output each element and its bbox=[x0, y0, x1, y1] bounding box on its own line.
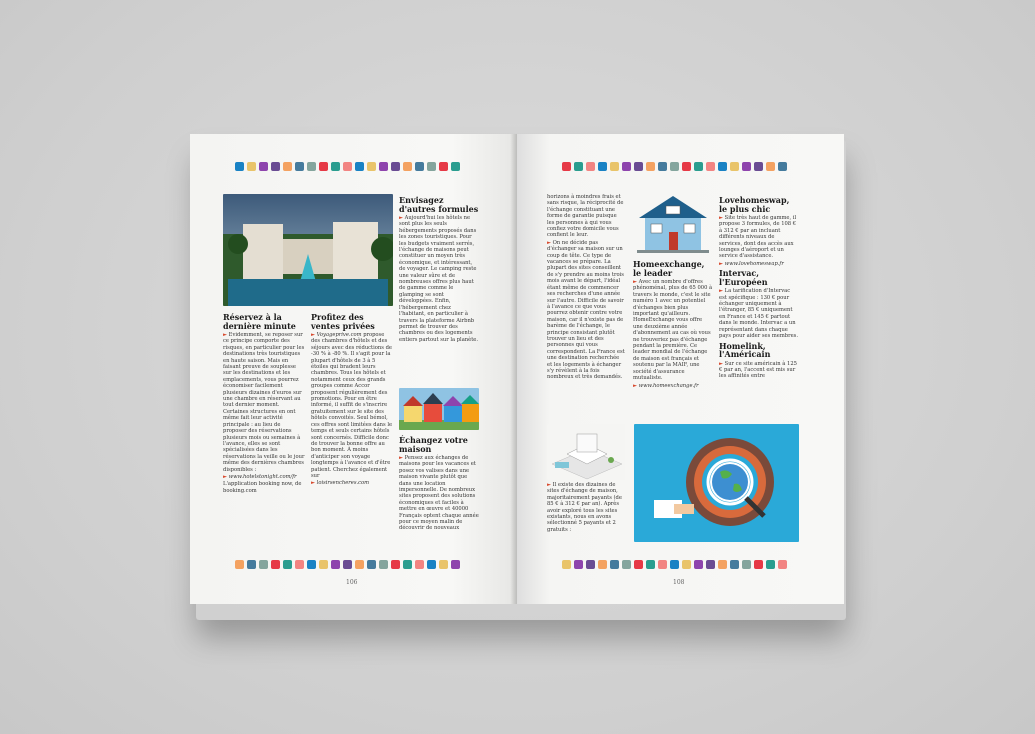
arrow-icon: ► bbox=[223, 332, 227, 338]
column-last-minute bbox=[223, 311, 305, 495]
heading-homeexchange: Homeexchange, le leader bbox=[633, 259, 705, 278]
text-exchange-home: Pensez aux échanges de maisons pour les vacances et posez vos valises dans une maison vivante plutôt que dans une location impersonnelle. De nombreux sites proposent des solutions économiques et faciles à mettre en œuvre et 40000 Français optent chaque année pour ce moyen malin de découvrir de nouveaux bbox=[399, 455, 479, 532]
divider-tile-icon bbox=[610, 162, 619, 171]
divider-tile-icon bbox=[259, 560, 268, 569]
text-private-sales: propose des chambres d'hôtels et des séjours avec des réductions de -30 % à -80 %. Il s'agit pour la plupart d'hôtels de 3 à 5 étoiles qui bradent leurs chambres. Tous les hôtels et notamment ceux des grands groupes comme Accor proposent régulièrement des promotions. Pour en être informé, il suffit de s'inscrire gratuitement sur le site des hôtels convoités. Seul bémol, ces offres sont limitées dans le temps et seuls certains hôtels sont concernés. Difficile donc de trouver la bonne offre au bon moment. À moins d'anticiper son voyage longtemps à l'avance et d'être patient. Cherchez également sur bbox=[311, 332, 393, 479]
divider-tile-icon bbox=[694, 560, 703, 569]
townhouses-illustration bbox=[399, 388, 479, 430]
divider-tile-icon bbox=[307, 560, 316, 569]
text-homelink: Sur ce site américain à 125 € par an, l'accent est mis sur les affinités entre bbox=[719, 360, 797, 380]
divider-tile-icon bbox=[391, 162, 400, 171]
column-sites bbox=[547, 482, 625, 534]
divider-tile-icon bbox=[562, 162, 571, 171]
arrow-icon: ► bbox=[311, 332, 315, 338]
text-homeexchange: Avec un nombre d'offres phénoménal, plus de 65 000 à travers le monde, c'est le site numéro 1 avec un potentiel d'échanges bien plus important qu'ailleurs. HomeExchange vous offre une deuxième année d'abonnement au cas où vous ne trouveriez pas d'échange pendant la première. Ce leader mondial de l'échange de maison est français et soutenu par la MAIF, une société d'assurance mutualiste. bbox=[633, 279, 713, 382]
divider-tile-icon bbox=[427, 162, 436, 171]
link-homeexchange[interactable]: www.homeexchange.fr bbox=[638, 382, 699, 389]
arrow-icon: ► bbox=[719, 360, 723, 367]
divider-tile-icon bbox=[622, 162, 631, 171]
heading-intervac: Intervac, l'Européen bbox=[719, 268, 768, 287]
arrow-icon: ► bbox=[547, 482, 551, 488]
arrow-icon: ► bbox=[719, 215, 723, 221]
decorative-divider-top-left bbox=[235, 162, 460, 171]
blue-house-illustration bbox=[633, 192, 713, 256]
divider-tile-icon bbox=[742, 162, 751, 171]
divider-tile-icon bbox=[634, 560, 643, 569]
divider-tile-icon bbox=[766, 560, 775, 569]
left-page bbox=[190, 134, 517, 604]
text-horizons: horizons à moindres frais et sans risque, la réciprocité de l'échange constituant une forme de garantie puisque les personnes à qui vous confiez votre domicile vous confient le leur. bbox=[547, 194, 624, 239]
divider-tile-icon bbox=[439, 162, 448, 171]
column-exchange-home bbox=[399, 434, 479, 533]
divider-tile-icon bbox=[283, 162, 292, 171]
divider-tile-icon bbox=[670, 162, 679, 171]
divider-tile-icon bbox=[439, 560, 448, 569]
text-other-formulas: Aujourd'hui les hôtels ne sont plus les seuls hébergements proposés dans les zones touristiques. Pour les budgets vraiment serrés, l'échange de maisons peut constituer un moyen très économique, et intéressant, de voyager. Le camping reste une valeur sûre et de nombreuses offres plus haut de gamme comme le glamping se sont développées. Enfin, l'hébergement chez l'habitant, en particulier à travers la plateforme Airbnb permet de trouver des chambres ou des logements entiers partout sur la planète. bbox=[399, 215, 479, 343]
heading-other-formulas: Envisagez d'autres formules bbox=[399, 195, 479, 214]
divider-tile-icon bbox=[331, 162, 340, 171]
divider-tile-icon bbox=[646, 560, 655, 569]
arrow-icon: ► bbox=[633, 382, 637, 389]
arrow-icon: ► bbox=[311, 480, 315, 487]
heading-exchange-home: Échangez votre maison bbox=[399, 435, 468, 454]
divider-tile-icon bbox=[283, 560, 292, 569]
divider-tile-icon bbox=[415, 560, 424, 569]
divider-tile-icon bbox=[295, 560, 304, 569]
divider-tile-icon bbox=[682, 162, 691, 171]
divider-tile-icon bbox=[343, 162, 352, 171]
divider-tile-icon bbox=[271, 560, 280, 569]
divider-tile-icon bbox=[718, 162, 727, 171]
divider-tile-icon bbox=[670, 560, 679, 569]
divider-tile-icon bbox=[415, 162, 424, 171]
divider-tile-icon bbox=[778, 162, 787, 171]
page-number-right: 108 bbox=[673, 579, 685, 586]
divider-tile-icon bbox=[658, 162, 667, 171]
divider-tile-icon bbox=[658, 560, 667, 569]
divider-tile-icon bbox=[730, 560, 739, 569]
heading-lovehomeswap: Lovehomeswap, le plus chic bbox=[719, 195, 790, 214]
divider-tile-icon bbox=[235, 560, 244, 569]
arrow-icon: ► bbox=[633, 279, 637, 285]
divider-tile-icon bbox=[586, 560, 595, 569]
divider-tile-icon bbox=[598, 162, 607, 171]
divider-tile-icon bbox=[586, 162, 595, 171]
divider-tile-icon bbox=[730, 162, 739, 171]
divider-tile-icon bbox=[766, 162, 775, 171]
divider-tile-icon bbox=[403, 162, 412, 171]
divider-tile-icon bbox=[319, 162, 328, 171]
divider-tile-icon bbox=[367, 560, 376, 569]
heading-private-sales: Profitez des ventes privées bbox=[311, 312, 375, 331]
heading-last-minute: Réservez à la dernière minute bbox=[223, 312, 296, 331]
divider-tile-icon bbox=[694, 162, 703, 171]
divider-tile-icon bbox=[307, 162, 316, 171]
column-lovehomeswap bbox=[719, 194, 799, 381]
divider-tile-icon bbox=[451, 162, 460, 171]
decorative-divider-bottom-right bbox=[562, 560, 787, 569]
text-prepare: On ne décide pas d'échanger sa maison sur un coup de tête. Ce type de vacances se prépare. La plupart des sites conseillent de s'y prendre au moins trois mois avant le départ, l'idéal étant même de commencer ses recherches d'une année sur l'autre. Difficile de savoir à l'avance ce que vous pourrez obtenir contre votre maison, car il n'existe pas de barème de l'échange, le principe consistant plutôt trouver un lieu et des personnes qui vous correspondent. La France est une destination recherchée et les logements à échanger s'y révèlent à la fois nombreux et très demandés. bbox=[547, 239, 625, 381]
divider-tile-icon bbox=[403, 560, 412, 569]
divider-tile-icon bbox=[451, 560, 460, 569]
divider-tile-icon bbox=[235, 162, 244, 171]
decorative-divider-top-right bbox=[562, 162, 787, 171]
arrow-icon: ► bbox=[719, 260, 723, 267]
divider-tile-icon bbox=[754, 162, 763, 171]
divider-tile-icon bbox=[247, 162, 256, 171]
text-intervac: La tarification d'Intervac est spécifique : 130 € pour échanger uniquement à l'étranger, 85 € uniquement en France et 145 € partout dans le monde. Intervac a un représentant dans chaque pays pour aider ses membres. bbox=[719, 288, 798, 340]
divider-tile-icon bbox=[355, 560, 364, 569]
divider-tile-icon bbox=[634, 162, 643, 171]
arrow-icon: ► bbox=[399, 215, 403, 221]
link-hotelstonight[interactable]: www.hotelstonight.com/fr bbox=[228, 473, 297, 480]
divider-tile-icon bbox=[295, 162, 304, 171]
divider-tile-icon bbox=[247, 560, 256, 569]
divider-tile-icon bbox=[562, 560, 571, 569]
divider-tile-icon bbox=[259, 162, 268, 171]
column-private-sales bbox=[311, 311, 393, 488]
page-number-left: 106 bbox=[346, 579, 358, 586]
column-horizons bbox=[547, 194, 625, 382]
divider-tile-icon bbox=[622, 560, 631, 569]
divider-tile-icon bbox=[367, 162, 376, 171]
divider-tile-icon bbox=[646, 162, 655, 171]
divider-tile-icon bbox=[319, 560, 328, 569]
divider-tile-icon bbox=[355, 162, 364, 171]
3d-house-model bbox=[547, 424, 625, 480]
divider-tile-icon bbox=[331, 560, 340, 569]
arrow-icon: ► bbox=[547, 239, 551, 246]
divider-tile-icon bbox=[271, 162, 280, 171]
right-page bbox=[517, 134, 844, 604]
divider-tile-icon bbox=[391, 560, 400, 569]
decorative-divider-bottom-left bbox=[235, 560, 460, 569]
arrow-icon: ► bbox=[719, 288, 723, 295]
divider-tile-icon bbox=[427, 560, 436, 569]
column-other-formulas bbox=[399, 194, 479, 344]
divider-tile-icon bbox=[742, 560, 751, 569]
divider-tile-icon bbox=[718, 560, 727, 569]
arrow-icon: ► bbox=[399, 455, 403, 461]
resort-photo bbox=[223, 194, 393, 306]
divider-tile-icon bbox=[343, 560, 352, 569]
text-lovehomeswap: Site très haut de gamme, il propose 3 formules, de 108 € à 312 € par an incluant différents niveaux de services, dont des accès aux lounges d'aéroport et un service d'assistance. bbox=[719, 215, 797, 260]
divider-tile-icon bbox=[379, 162, 388, 171]
link-loisirsencheres[interactable]: loisirsencheres.com bbox=[316, 480, 370, 487]
divider-tile-icon bbox=[706, 560, 715, 569]
text-last-minute: Evidemment, se reposer sur ce principe comporte des risques, en particulier pour les destinations très touristiques en haute saison. Mais en faisant preuve de souplesse sur les destinations et les emplacements, vous pourrez économiser facilement plusieurs dizaines d'euros sur une chambre en réservant au tout dernier moment. Certaines structures en ont même fait leur activité principale : au lieu de proposer des réservations plusieurs mois ou semaines à l'avance, elles se sont spécialisées dans les réservations la veille ou le jour même des dernières chambres disponibles : bbox=[223, 332, 305, 473]
divider-tile-icon bbox=[754, 560, 763, 569]
link-voyageprive[interactable]: Voyageprive.com bbox=[316, 332, 362, 338]
divider-tile-icon bbox=[379, 560, 388, 569]
text-booking-now: L'application booking now, de booking.com bbox=[223, 481, 302, 494]
arrow-icon: ► bbox=[223, 473, 227, 480]
column-homeexchange bbox=[633, 258, 713, 390]
heading-homelink: Homelink, l'Américain bbox=[719, 340, 771, 359]
divider-tile-icon bbox=[706, 162, 715, 171]
text-sites: Il existe des dizaines de sites d'échange de maison, majoritairement payants (de 85 € à 312 € par an). Après avoir exploré tous les sites existants, nous en avons sélectionné 5 payants et 2 gratuits : bbox=[547, 482, 622, 533]
link-lovehomeswap[interactable]: www.lovehomeswap.fr bbox=[724, 260, 784, 267]
divider-tile-icon bbox=[574, 162, 583, 171]
divider-tile-icon bbox=[574, 560, 583, 569]
divider-tile-icon bbox=[598, 560, 607, 569]
globe-magnifier-illustration bbox=[634, 424, 799, 542]
divider-tile-icon bbox=[778, 560, 787, 569]
divider-tile-icon bbox=[682, 560, 691, 569]
divider-tile-icon bbox=[610, 560, 619, 569]
